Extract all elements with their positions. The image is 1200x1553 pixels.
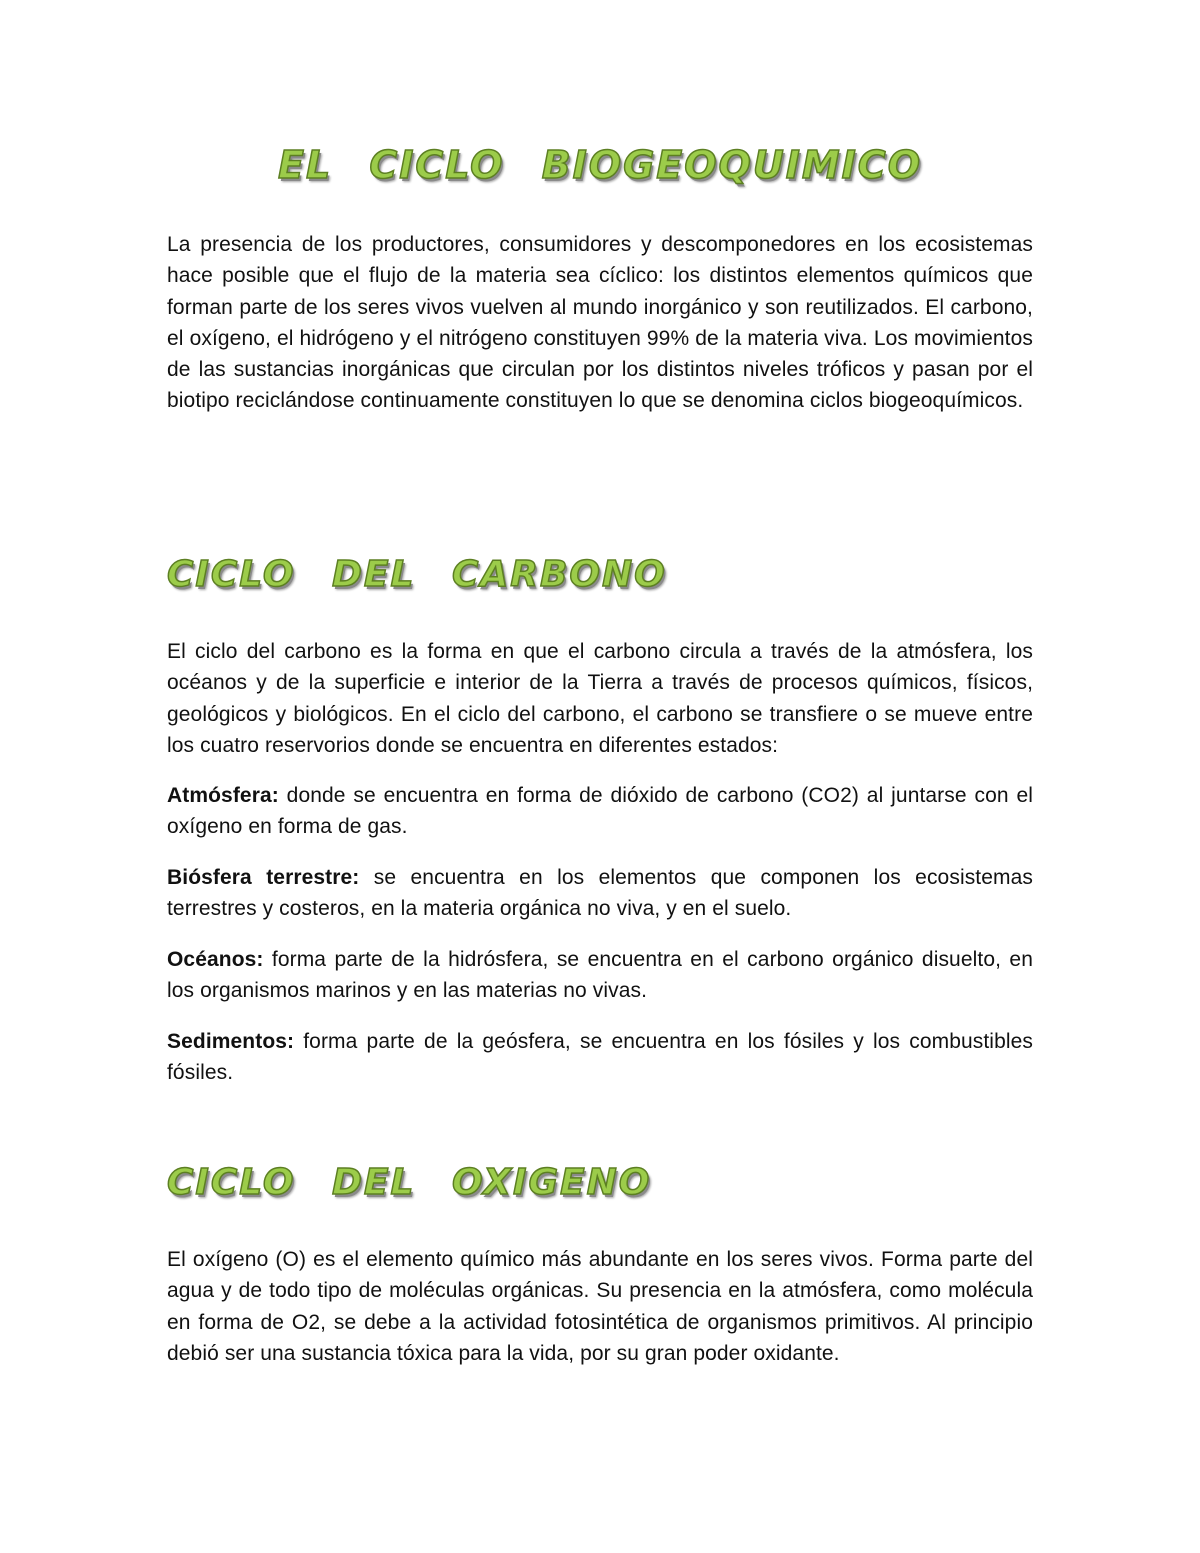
oxygen-cycle-paragraph: El oxígeno (O) es el elemento químico más abundante en los seres vivos. Forma parte del agua y de todo tipo de moléculas orgánicas. Su presencia en la atmósfera, como molécula en forma de O2, se debe a la actividad fotosintética de organismos primitivos. Al principio debió ser una sustancia tóxica para la vida, por su gran poder oxidante.	[167, 1248, 1033, 1365]
reservoir-term: Atmósfera:	[167, 784, 279, 807]
reservoir-terrestrial-biosphere	[167, 862, 1033, 925]
carbon-cycle-paragraph: El ciclo del carbono es la forma en que el carbono circula a través de la atmósfera, los océanos y de la superficie e interior de la Tierra a través de procesos químicos, físicos, geológicos y biológicos. En el ciclo del carbono, el carbono se transfiere o se mueve entre los cuatro reservorios donde se encuentra en diferentes estados:	[167, 640, 1033, 757]
reservoir-text: forma parte de la hidrósfera, se encuentra en el carbono orgánico disuelto, en los organismos marinos y en las materias no vivas.	[167, 948, 1033, 1003]
reservoir-text: forma parte de la geósfera, se encuentra en los fósiles y los combustibles fósiles.	[167, 1030, 1033, 1085]
reservoir-term: Biósfera terrestre:	[167, 866, 360, 889]
page-title: EL CICLO BIOGEOQUIMICO	[277, 143, 922, 187]
carbon-cycle-heading: CICLO DEL CARBONO	[167, 554, 667, 595]
intro-paragraph: La presencia de los productores, consumidores y descomponedores en los ecosistemas hace posible que el flujo de la materia sea cíclico: los distintos elementos químicos que forman parte de los seres vivos vuelven al mundo inorgánico y son reutilizados. El carbono, el oxígeno, el hidrógeno y el nitrógeno constituyen 99% de la materia viva. Los movimientos de las sustancias inorgánicas que circulan por los distintos niveles tróficos y pasan por el biotipo reciclándose continuamente constituyen lo que se denomina ciclos biogeoquímicos.	[167, 233, 1033, 413]
reservoir-oceans	[167, 944, 1033, 1007]
reservoir-term: Océanos:	[167, 948, 264, 971]
oxygen-cycle-heading: CICLO DEL OXIGENO	[167, 1162, 652, 1203]
document-page	[167, 0, 1033, 1553]
reservoir-text: donde se encuentra en forma de dióxido de carbono (CO2) al juntarse con el oxígeno en forma de gas.	[167, 784, 1033, 839]
reservoir-atmosphere	[167, 780, 1033, 843]
reservoir-text: se encuentra en los elementos que componen los ecosistemas terrestres y costeros, en la materia orgánica no viva, y en el suelo.	[167, 866, 1033, 921]
reservoir-term: Sedimentos:	[167, 1030, 295, 1053]
reservoir-sediments	[167, 1026, 1033, 1089]
